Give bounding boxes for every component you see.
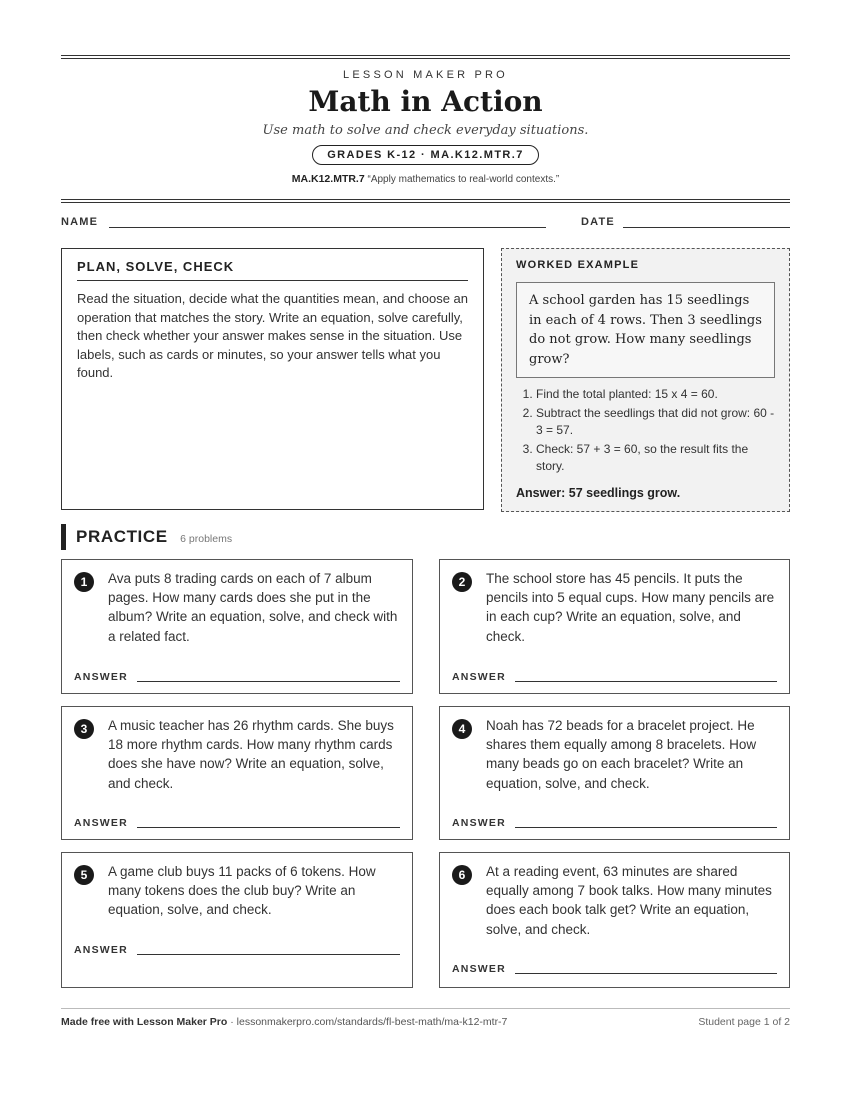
answer-label: ANSWER xyxy=(74,671,128,683)
problem-card-5 xyxy=(61,852,413,988)
problem-text: At a reading event, 63 minutes are shared equally among 7 book talks. How many minutes does each book talk get? Write an equation, solve, and check. xyxy=(486,864,772,937)
problem-number-badge: 2 xyxy=(452,572,472,592)
plan-instructions: Read the situation, decide what the quantities mean, and choose an operation that matches the story. Write an equation, solve carefully, then check whether your answer makes sense in the situation. Use labels, such as cards or minutes, so your answer tells what you found. xyxy=(77,291,468,380)
page-subtitle: Use math to solve and check everyday situations. xyxy=(262,123,589,138)
masthead xyxy=(61,69,790,185)
problem-number-badge: 1 xyxy=(74,572,94,592)
problem-text: The school store has 45 pencils. It puts the pencils into 5 equal cups. How many pencils are in each cup? Write an equation, solve, and check. xyxy=(486,571,775,644)
worksheet-page xyxy=(61,0,790,1028)
date-label: DATE xyxy=(581,216,615,228)
footer-page-label: Student page 1 of 2 xyxy=(698,1016,790,1028)
page-title: Math in Action xyxy=(308,85,543,118)
answer-line[interactable] xyxy=(515,681,777,682)
problem-text: A music teacher has 26 rhythm cards. She buys 18 more rhythm cards. How many rhythm cards does she have now? Write an equation, solve, and check. xyxy=(108,718,394,791)
worked-example-box xyxy=(501,248,790,512)
standard-line xyxy=(61,173,790,185)
problem-card-2 xyxy=(439,559,790,694)
footer-url[interactable]: · lessonmakerpro.com/standards/fl-best-math/ma-k12-mtr-7 xyxy=(227,1016,508,1028)
answer-label: ANSWER xyxy=(452,671,506,683)
brand-name: LESSON MAKER PRO xyxy=(343,69,508,81)
answer-row xyxy=(74,817,400,829)
worked-example-step: 1. Find the total planted: 15 x 4 = 60. xyxy=(536,386,775,404)
problem-text: Ava puts 8 trading cards on each of 7 album pages. How many cards does she put in the album? Write an equation, solve, and check with a related fact. xyxy=(108,571,398,644)
answer-row xyxy=(452,671,777,683)
answer-line[interactable] xyxy=(515,973,777,974)
answer-row xyxy=(74,944,400,956)
problem-card-3 xyxy=(61,706,413,840)
answer-label: ANSWER xyxy=(452,817,506,829)
worked-example-heading: WORKED EXAMPLE xyxy=(516,259,640,271)
problem-text: A game club buys 11 packs of 6 tokens. How many tokens does the club buy? Write an equation, solve, and check. xyxy=(108,864,376,918)
worked-example-step: 3. Check: 57 + 3 = 60, so the result fits the story. xyxy=(536,441,775,476)
answer-row xyxy=(452,963,777,975)
worked-example-step: 2. Subtract the seedlings that did not grow: 60 - 3 = 57. xyxy=(536,405,775,440)
grade-standard-badge: GRADES K-12 · MA.K12.MTR.7 xyxy=(312,145,539,165)
problem-number-badge: 3 xyxy=(74,719,94,739)
answer-row xyxy=(452,817,777,829)
plan-solve-check-box xyxy=(61,248,484,510)
answer-line[interactable] xyxy=(137,827,400,828)
top-rule xyxy=(61,55,790,59)
problem-number-badge: 4 xyxy=(452,719,472,739)
answer-line[interactable] xyxy=(515,827,777,828)
worked-example-answer: Answer: 57 seedlings grow. xyxy=(516,485,681,500)
answer-label: ANSWER xyxy=(452,963,506,975)
plan-heading: PLAN, SOLVE, CHECK xyxy=(77,259,468,281)
problem-number-badge: 6 xyxy=(452,865,472,885)
name-input-line[interactable] xyxy=(109,227,546,228)
footer-made-with: Made free with Lesson Maker Pro xyxy=(61,1016,228,1028)
problem-card-6 xyxy=(439,852,790,988)
problem-card-1 xyxy=(61,559,413,694)
problem-number-badge: 5 xyxy=(74,865,94,885)
answer-label: ANSWER xyxy=(74,817,128,829)
practice-section-heading xyxy=(61,524,232,550)
practice-title: PRACTICE xyxy=(76,527,168,546)
problem-count: 6 problems xyxy=(180,533,233,545)
answer-row xyxy=(74,671,400,683)
worked-example-problem: A school garden has 15 seedlings in each of 4 rows. Then 3 seedlings do not grow. How many seedlings grow? xyxy=(516,282,775,378)
masthead-bottom-rule xyxy=(61,199,790,203)
answer-line[interactable] xyxy=(137,954,400,955)
problem-text: Noah has 72 beads for a bracelet project. He shares them equally among 8 bracelets. How many beads go on each bracelet? Write an equation, solve, and check. xyxy=(486,718,757,791)
date-input-line[interactable] xyxy=(623,227,790,228)
problem-card-4 xyxy=(439,706,790,840)
worked-example-steps xyxy=(516,386,775,476)
answer-line[interactable] xyxy=(137,681,400,682)
standard-code: MA.K12.MTR.7 xyxy=(291,173,365,185)
page-footer xyxy=(61,1008,790,1028)
answer-label: ANSWER xyxy=(74,944,128,956)
standard-quote: “Apply mathematics to real-world contexts.” xyxy=(367,174,560,185)
name-label: NAME xyxy=(61,216,99,228)
